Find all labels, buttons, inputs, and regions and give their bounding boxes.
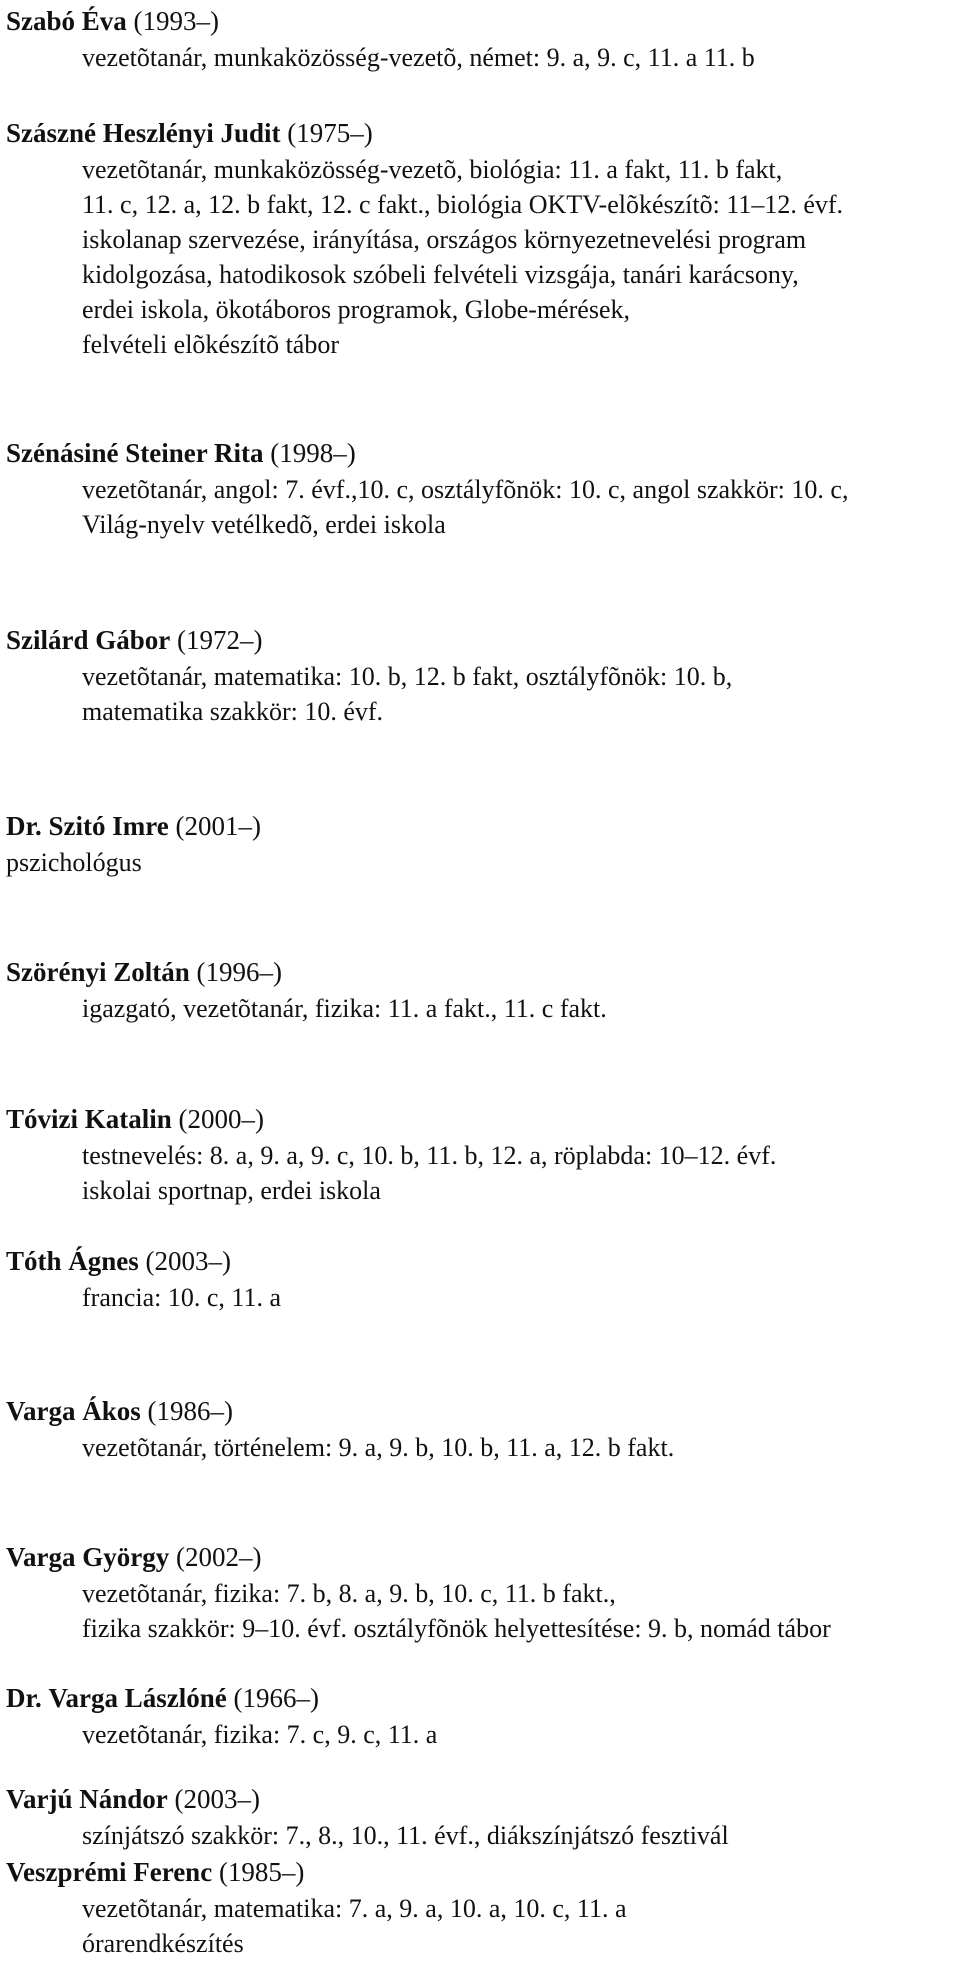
staff-entry bbox=[6, 1538, 956, 1646]
entry-detail-line: vezetõtanár, munkaközösség-vezetõ, biológia: 11. a fakt, 11. b fakt, bbox=[82, 155, 783, 184]
entry-detail-line: vezetõtanár, matematika: 7. a, 9. a, 10. a, 10. c, 11. a bbox=[82, 1894, 627, 1923]
entry-heading bbox=[6, 1853, 956, 1891]
staff-name: Varga Ákos bbox=[6, 1396, 141, 1426]
entry-heading bbox=[6, 2, 956, 40]
entry-detail-line: pszichológus bbox=[6, 848, 142, 877]
entry-detail-line: vezetõtanár, fizika: 7. b, 8. a, 9. b, 10. c, 11. b fakt., bbox=[82, 1579, 616, 1608]
entry-heading bbox=[6, 114, 956, 152]
entry-heading bbox=[6, 1538, 956, 1576]
staff-years: (1996–) bbox=[196, 957, 282, 987]
staff-years: (2001–) bbox=[175, 811, 261, 841]
staff-name: Szénásiné Steiner Rita bbox=[6, 438, 264, 468]
entry-detail-line: testnevelés: 8. a, 9. a, 9. c, 10. b, 11. b, 12. a, röplabda: 10–12. évf. bbox=[82, 1141, 777, 1170]
staff-years: (2003–) bbox=[174, 1784, 261, 1814]
staff-years: (1998–) bbox=[270, 438, 356, 468]
entry-heading bbox=[6, 621, 956, 659]
staff-entry bbox=[6, 1242, 956, 1315]
staff-entry bbox=[6, 1780, 956, 1853]
staff-name: Varga György bbox=[6, 1542, 170, 1572]
staff-entry bbox=[6, 1853, 956, 1961]
staff-entry bbox=[6, 807, 956, 880]
staff-name: Tóvizi Katalin bbox=[6, 1104, 172, 1134]
staff-name: Szilárd Gábor bbox=[6, 625, 171, 655]
staff-title-prefix: Dr. bbox=[6, 811, 42, 841]
staff-years: (1966–) bbox=[233, 1683, 320, 1713]
entry-detail-line: francia: 10. c, 11. a bbox=[82, 1283, 281, 1312]
entry-heading bbox=[6, 1780, 956, 1818]
staff-entry bbox=[6, 434, 956, 542]
staff-entry bbox=[6, 621, 956, 729]
entry-heading bbox=[6, 1679, 956, 1717]
staff-name: Szászné Heszlényi Judit bbox=[6, 118, 281, 148]
entry-detail-line: felvételi elõkészítõ tábor bbox=[82, 330, 340, 359]
entry-detail-line: iskolai sportnap, erdei iskola bbox=[82, 1176, 381, 1205]
entry-detail-line: kidolgozása, hatodikosok szóbeli felvételi vizsgája, tanári karácsony, bbox=[82, 260, 799, 289]
entry-heading bbox=[6, 807, 956, 845]
entry-detail-line: vezetõtanár, munkaközösség-vezetõ, német: 9. a, 9. c, 11. a 11. b bbox=[82, 43, 755, 72]
entry-detail-line: Világ-nyelv vetélkedõ, erdei iskola bbox=[82, 510, 446, 539]
staff-name: Veszprémi Ferenc bbox=[6, 1857, 213, 1887]
entry-detail-line: iskolanap szervezése, irányítása, országos környezetnevelési program bbox=[82, 225, 807, 254]
entry-detail-line: 11. c, 12. a, 12. b fakt, 12. c fakt., biológia OKTV-elõkészítõ: 11–12. évf. bbox=[82, 190, 844, 219]
entry-detail-line: vezetõtanár, fizika: 7. c, 9. c, 11. a bbox=[82, 1720, 438, 1749]
entry-detail-line: színjátszó szakkör: 7., 8., 10., 11. évf., diákszínjátszó fesztivál bbox=[82, 1821, 729, 1850]
entry-detail-line: igazgató, vezetõtanár, fizika: 11. a fakt., 11. c fakt. bbox=[82, 994, 607, 1023]
staff-years: (1975–) bbox=[287, 118, 373, 148]
staff-entry bbox=[6, 1679, 956, 1752]
entry-heading bbox=[6, 434, 956, 472]
entry-detail-line: vezetõtanár, történelem: 9. a, 9. b, 10. b, 11. a, 12. b fakt. bbox=[82, 1433, 675, 1462]
staff-title-prefix: Dr. bbox=[6, 1683, 42, 1713]
staff-years: (1993–) bbox=[133, 6, 220, 36]
staff-years: (1972–) bbox=[177, 625, 263, 655]
entry-heading bbox=[6, 1100, 956, 1138]
staff-years: (2003–) bbox=[145, 1246, 232, 1276]
staff-name: Szörényi Zoltán bbox=[6, 957, 190, 987]
staff-name: Szabó Éva bbox=[6, 6, 127, 36]
staff-entry bbox=[6, 1100, 956, 1208]
entry-detail-line: fizika szakkör: 9–10. évf. osztályfõnök helyettesítése: 9. b, nomád tábor bbox=[82, 1614, 831, 1643]
staff-name: Varjú Nándor bbox=[6, 1784, 168, 1814]
staff-entry bbox=[6, 953, 956, 1026]
staff-entry bbox=[6, 2, 956, 75]
staff-name: Szitó Imre bbox=[48, 811, 169, 841]
staff-years: (2002–) bbox=[176, 1542, 262, 1572]
staff-years: (1986–) bbox=[147, 1396, 234, 1426]
entry-detail-line: erdei iskola, ökotáboros programok, Globe-mérések, bbox=[82, 295, 631, 324]
staff-name: Varga Lászlóné bbox=[48, 1683, 227, 1713]
staff-entry bbox=[6, 114, 956, 362]
staff-years: (2000–) bbox=[178, 1104, 264, 1134]
staff-name: Tóth Ágnes bbox=[6, 1246, 139, 1276]
entry-detail-line: vezetõtanár, angol: 7. évf.,10. c, osztályfõnök: 10. c, angol szakkör: 10. c, bbox=[82, 475, 849, 504]
entry-heading bbox=[6, 1242, 956, 1280]
entry-detail-line: vezetõtanár, matematika: 10. b, 12. b fakt, osztályfõnök: 10. b, bbox=[82, 662, 733, 691]
entry-detail-line: órarendkészítés bbox=[82, 1929, 244, 1958]
entry-heading bbox=[6, 1392, 956, 1430]
entry-heading bbox=[6, 953, 956, 991]
entry-detail-line: matematika szakkör: 10. évf. bbox=[82, 697, 384, 726]
staff-entry bbox=[6, 1392, 956, 1465]
staff-years: (1985–) bbox=[218, 1857, 305, 1887]
